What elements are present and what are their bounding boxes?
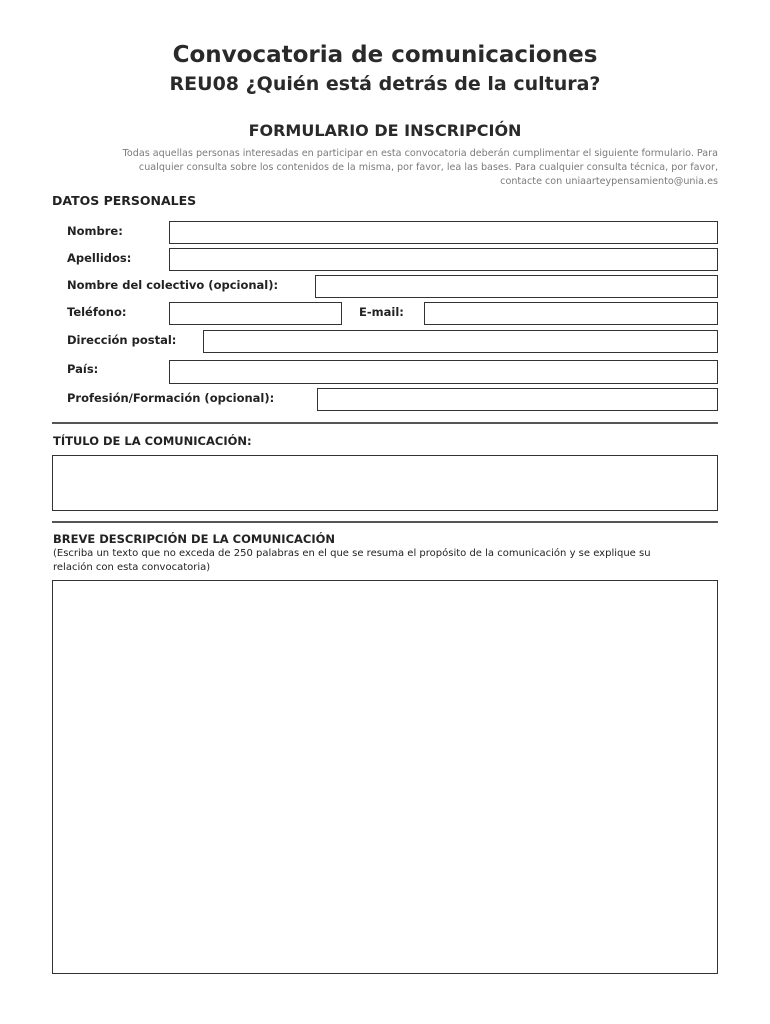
direccion-label: Dirección postal:	[67, 333, 177, 347]
email-field[interactable]	[424, 302, 718, 325]
intro-text	[60, 147, 718, 189]
section-divider	[52, 521, 718, 523]
intro-line: contacte con uniaarteypensamiento@unia.es	[500, 176, 718, 187]
page-title: Convocatoria de comunicaciones	[172, 42, 598, 68]
apellidos-field[interactable]	[169, 248, 718, 271]
pais-label: País:	[67, 362, 99, 376]
profesion-label: Profesión/Formación (opcional):	[67, 391, 275, 405]
intro-line: Todas aquellas personas interesadas en participar en esta convocatoria deberán cumplimentar el siguiente formulario. Para	[122, 148, 718, 159]
section-heading-personal: DATOS PERSONALES	[52, 193, 197, 208]
nombre-field[interactable]	[169, 221, 718, 244]
form-heading: FORMULARIO DE INSCRIPCIÓN	[248, 121, 522, 140]
profesion-field[interactable]	[317, 388, 718, 411]
colectivo-field[interactable]	[315, 275, 718, 298]
descripcion-instructions	[53, 547, 713, 575]
telefono-label: Teléfono:	[67, 305, 127, 319]
pais-field[interactable]	[169, 360, 718, 384]
apellidos-label: Apellidos:	[67, 251, 132, 265]
nombre-label: Nombre:	[67, 224, 123, 238]
email-label: E-mail:	[359, 305, 404, 319]
descripcion-field[interactable]	[52, 580, 718, 974]
section-divider	[52, 422, 718, 424]
section-heading-titulo: TÍTULO DE LA COMUNICACIÓN:	[53, 434, 252, 448]
page-subtitle: REU08 ¿Quién está detrás de la cultura?	[169, 73, 601, 95]
direccion-field[interactable]	[203, 330, 718, 353]
telefono-field[interactable]	[169, 302, 342, 325]
section-heading-descripcion: BREVE DESCRIPCIÓN DE LA COMUNICACIÓN	[53, 532, 336, 546]
colectivo-label: Nombre del colectivo (opcional):	[67, 278, 279, 292]
titulo-field[interactable]	[52, 455, 718, 511]
instruction-line: relación con esta convocatoria)	[53, 562, 211, 573]
instruction-line: (Escriba un texto que no exceda de 250 palabras en el que se resuma el propósito de la comunicación y se explique su	[53, 548, 651, 559]
intro-line: cualquier consulta sobre los contenidos de la misma, por favor, lea las bases. Para cualquier consulta técnica, por favor,	[138, 162, 718, 173]
